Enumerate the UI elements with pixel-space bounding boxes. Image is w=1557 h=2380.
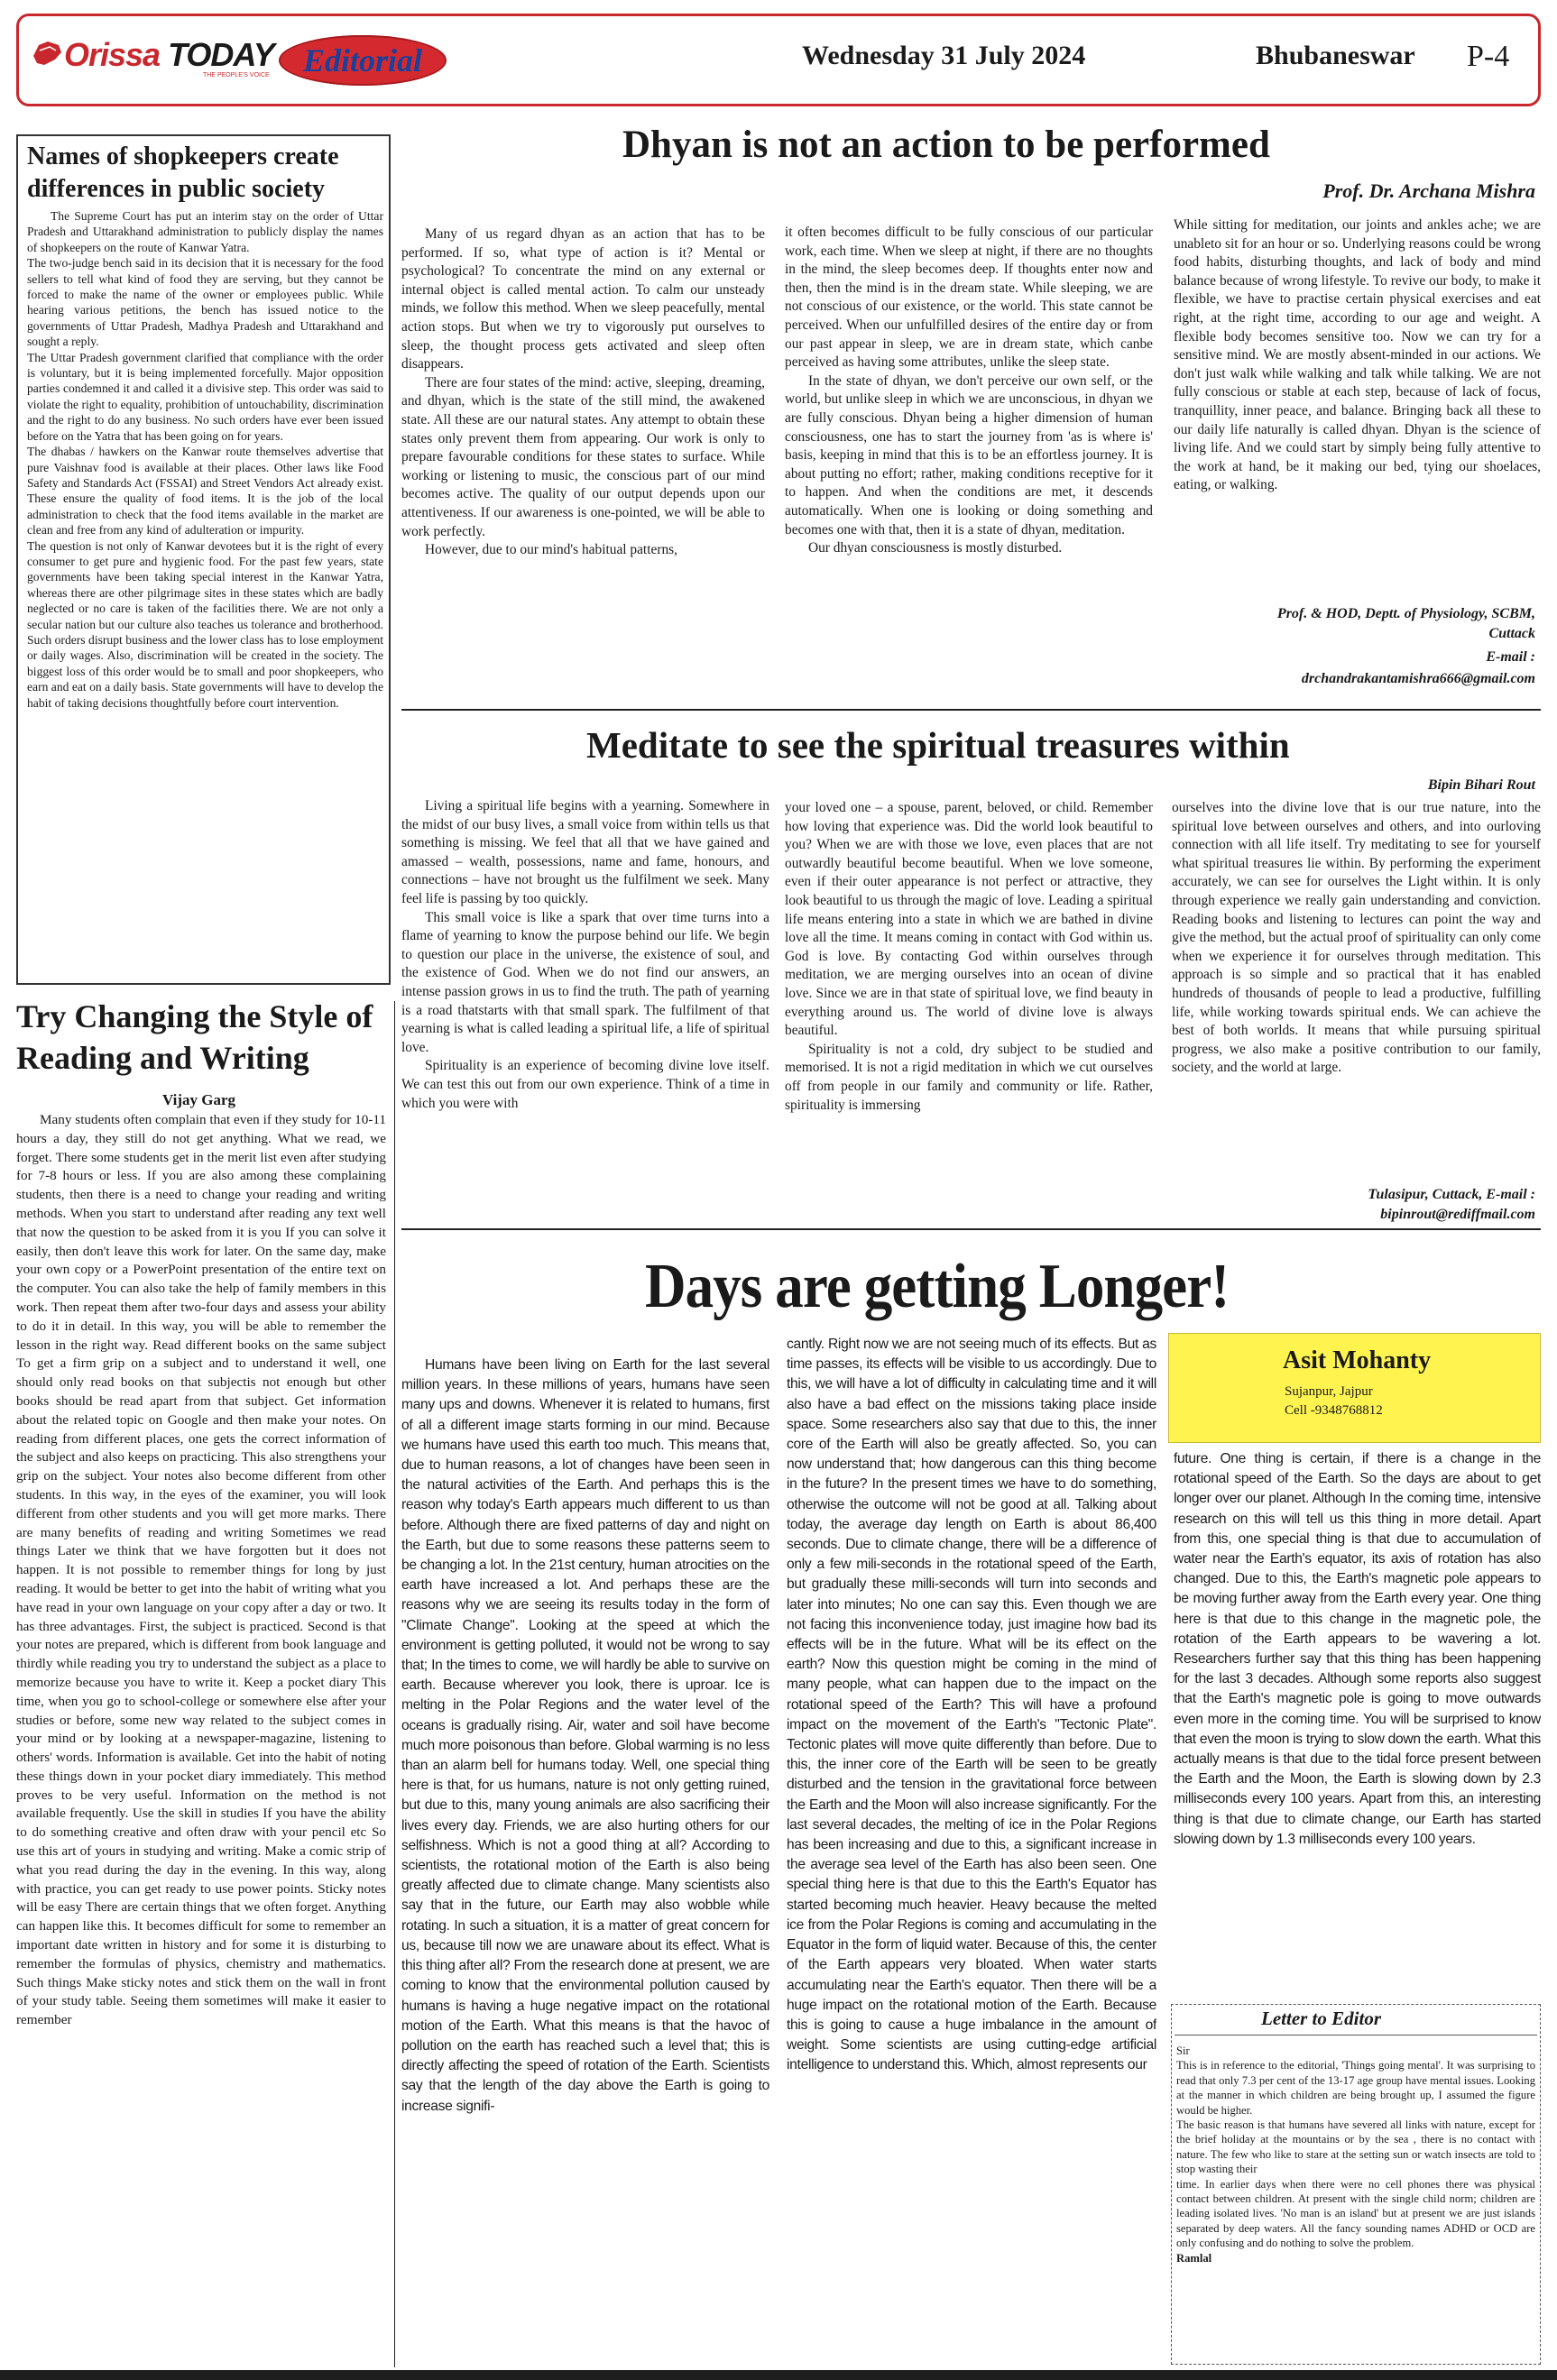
author-box <box>1168 1333 1541 1443</box>
column <box>1172 799 1541 1187</box>
paragraph: your loved one – a spouse, parent, beloved, or child. Remember how loving that experience was. Did the world look beautiful to you? When we are with those we love, even places that are not outwardly beautiful become beautiful. When we love someone, even if their outer appearance is not perfect or attractive, they look beautiful to us through the magic of love. Leading a spiritual life means entering into a state in which we are bathed in divine love all the time. It means coming in contact with God within us. God is love. By contacting God within ourselves through meditation, we are merging ourselves into an ocean of divine love. Since we are in that state of spiritual love, we find beauty in everything around us. The world of divine love is always beautiful. <box>785 800 1153 1039</box>
headline-dhyan: Dhyan is not an action to be performed <box>622 124 1270 166</box>
signoff-line: Prof. & HOD, Deptt. of Physiology, SCBM, <box>1276 606 1535 621</box>
sidebar-body-reading <box>16 1111 386 2365</box>
divider <box>401 1228 1541 1230</box>
column-divider <box>394 1001 395 2367</box>
paragraph: future. One thing is certain, if there is a change in the rotational speed of the Earth. So the days are about to get longer over our planet. Although In the coming time, intensive research on this will tell us this thing in more detail. Apart from this, one special thing is that due to accumulation of water near the Earth's equator, its axis of rotation has also changed. Due to this, the Earth's magnetic pole appears to be moving further away from the Earth every year. One thing here is that due to this change in the magnetic pole, the rotation of the Earth appears to be wavering a lot. Researchers further say that this thing has been happening for the last 3 decades. Although some reports also suggest that the Earth's magnetic pole is going to move outwards even more in the coming time. You will be surprised to know that even the moon is trying to slow down the earth. What this actually means is that due to the tidal force present between the Earth and the Moon, the Earth is slowing down by 2.3 milliseconds every 100 years. Apart from this, an interesting thing is that due to climate change, our Earth has started slowing down by 1.3 milliseconds every 100 years. <box>1174 1451 1541 1847</box>
paragraph: However, due to our mind's habitual patterns, <box>425 542 677 558</box>
masthead <box>16 14 1541 106</box>
signoff-line: Tulasipur, Cuttack, E-mail : <box>1368 1187 1535 1202</box>
odisha-map-icon <box>32 40 62 67</box>
footer-band <box>0 2370 1557 2380</box>
headline-days-longer: Days are getting Longer! <box>645 1252 1230 1321</box>
author-phone: Cell -9348768812 <box>1285 1403 1383 1418</box>
column <box>401 225 765 694</box>
sidebar-body-shopkeepers <box>27 208 383 977</box>
letter-body <box>1176 2044 1535 2359</box>
paragraph: Our dhyan consciousness is mostly disturbed. <box>808 540 1063 556</box>
paragraph: There are four states of the mind: active, sleeping, dreaming, and dhyan, which is the state of the still mind, the awakened state. All these are our natural states. Any attempt to obtain these states only prevent them from appearing. Our work is only to prepare favourable conditions for these states to surface. While working or listening to music, the conscious part of our mind becomes active. The quality of our output depends upon our attentiveness. If our awareness is one-pointed, we will be able to work perfectly. <box>401 374 765 539</box>
email-link[interactable]: bipinrout@rediffmail.com <box>1380 1207 1535 1222</box>
letter-signature: Ramlal <box>1176 2251 1212 2265</box>
paragraph: Humans have been living on Earth for the last several million years. In these millions of years, humans have seen many ups and downs. Whenever it is related to humans, first of all a different image starts forming in our mind. Because we humans have used this earth too much. This means that, due to human reasons, a lot of changes have been seen in the natural activities of the Earth. And perhaps this is the reason why today's Earth appears much different to us than before. Although there are fixed patterns of day and night on the Earth, but due to some reasons these patterns seem to be changing a lot. In the 21st century, human atrocities on the earth have increased a lot. And perhaps these are the reasons why we are seeing its results today in the form of "Climate Change". Looking at the speed at which the environment is getting polluted, it would not be wrong to say that; In the times to come, we will hardly be able to survive on earth. Because wherever you look, there is uproar. Ice is melting in the Polar Regions and the water level of the oceans is gradually rising. Air, water and soil have become much more poisonous than before. Global warming is no less than an alarm bell for humans today. Well, one special thing here is that, for us humans, nature is not only getting ruined, but due to this, many young animals are also sacrificing their lives every day. Friends, we are also hurting others for our selfishness. Which is not a good thing at all? According to scientists, the rotational motion of the Earth is also being greatly affected due to climate change. Many scientists also say that in the future, our Earth may also wobble while rotating. In such a situation, it is a matter of great concern for us, because till now we are unaware about its effect. What is this thing after all? From the research done at present, we are coming to know that the environmental pollution caused by humans is having a huge negative impact on the rotational motion of the Earth. What this means is that the havoc of pollution on the earth has reached such a level that; this is directly affecting the speed of rotation of the Earth. Scientists say that the length of the day above the Earth is going to increase signifi- <box>401 1357 769 2114</box>
sidebar-title-reading: Try Changing the Style of Reading and Writing <box>16 998 373 1076</box>
logo[interactable] <box>32 36 274 78</box>
column <box>1174 216 1541 604</box>
paragraph: Many students often complain that even if they study for 10-11 hours a day, they still do not get anything. What we read, we forget. There some students get in the merit list even after studying for 7-8 hours or less. If you are also among these complaining students, then there is a need to change your reading and writing methods. When you start to understand after reading any text well that now the question to be asked from it is you If you can solve it easily, then don't leave this work for later. On the same day, make your own copy or a PowerPoint presentation of the entire text on the computer. You can also take the help of family members in this work. Then repeat them after two-four days and assess your ability to do it in detail. In this way, you will be able to remember the lesson in the right way. Read different books on the same subject To get a firm grip on a subject and to understand it well, one should only read books on that subjectis not enough but other books should be read apart from that subject. Get information about the related topic on Google and then make your notes. On reading from different places, one gets the correct information of the subject and also keeps on practicing. This also strengthens your grip on the subject. Your notes also become different from other students. In this way, in the eyes of the examiner, you will look different from other students and you will get more marks. There are many benefits of reading and writing Sometimes we read things Later we think that we have forgotten but it does not happen. It is not possible to remember things for long by just reading. It would be better to get into the habit of writing what you have read in your own language on your copy after a day or two. It has three advantages. First, the subject is practiced. Second is that your notes are prepared, which is different from book language and thirdly while reading you try to understand the subject as a place to memorize because you have to write it. Keep a pocket diary This time, when you go to school-college or somewhere else after your studies or before, some new way related to the subject comes in your mind or by looking at a newspaper-magazine, listening to others' words. Information is available. Get into the habit of noting these things down in your pocket diary immediately. This method proves to be very useful. Information on the method is not available frequently. Use the skill in studies If you have the ability to do something creative and often draw with your pencil etc So use this art of yours in studying and writing. Make a comic strip of what you read during the day in the evening. In this way, along with practice, you can get ready to use power points. Sticky notes will be easy There are certain things that we often forget. Anything can happen like this. It becomes difficult for some to remember an important date written in history and for some it is disturbing to remember the formulas of physics, chemistry and mathematics. Such things Make sticky notes and stick them on the wall in front of your study table. Seeing them sometimes will make it easier to remember <box>16 1112 386 2028</box>
byline-meditate: Bipin Bihari Rout <box>1427 777 1535 793</box>
issue-city: Bhubaneswar <box>1256 41 1415 70</box>
letter-title: Letter to Editor <box>1261 2008 1381 2029</box>
author-name: Asit Mohanty <box>1283 1346 1432 1374</box>
paragraph: cantly. Right now we are not seeing much of its effects. But as time passes, its effects will be visible to us accordingly. Due to this, we will have a lot of difficulty in calculating time and it will also have a bad effect on the missions taking place inside space. Some researchers also say that due to this, the inner core of the Earth will also be greatly affected. So, you can now understand that; how dangerous can this thing become in the future? In the present times we have to do something, otherwise the outcome will not be good at all. Talking about today, the average day length on Earth is about 86,400 seconds. Due to climate change, there will be a difference of only a few mili-seconds in the rotational speed of the Earth, but gradually these milli-seconds will turn into seconds and later into minutes; No one can say this. Even though we are not facing this inconvenience today, just imagine how bad its effects will be in the future. What will be its effect on the earth? Now this question might be coming in the mind of many people, what can happen due to the impact on the rotational speed of the Earth? This will have a profound impact on the movement of the Earth's "Tectonic Plate". Tectonic plates will move quite differently than before. Due to this, the inner core of the Earth will be seen to be greatly disturbed and the tension in the gravitational force between the Earth and the Moon will also increase significantly. For the last several decades, the melting of ice in the Polar Regions has been increasing and due to this, a significant increase in the average sea level of the Earth has also been seen. One special thing here is that due to this the Earth's Equator has started becoming much heavier. Heavy because the melted ice from the Polar Regions is coming and accumulating in the Equator in the form of liquid water. Because of this, the center of the Earth appears very bloated. When water starts accumulating near the Earth's equator. Then there will be a huge impact on the rotational motion of the Earth. Because this is going to cause a huge imbalance in the amount of weight. Some scientists are using cutting-edge artificial intelligence to understand this. Which, almost represents our <box>787 1337 1156 2073</box>
divider <box>401 709 1541 711</box>
paragraph: The two-judge bench said in its decision that it is necessary for the food sellers to tell what kind of food they are serving, but they cannot be forced to make the name of the owner or employees public. While hearing various petitions, the bench has issued notice to the governments of Uttar Pradesh, Madhya Pradesh and Uttarakhand and sought a reply. <box>27 256 383 349</box>
column <box>401 1355 769 2367</box>
paragraph: Living a spiritual life begins with a yearning. Somewhere in the midst of our busy lives, a small voice from within tells us that something is missing. We feel that all that we have gained and amassed – wealth, possessions, name and fame, honours, and connections – have not brought us the fulfilment we seek. Many feel life is passing by too quickly. <box>401 798 769 906</box>
paragraph: This small voice is like a spark that over time turns into a flame of yearning to know the purpose behind our life. We begin to question our place in the universe, the existence of soul, and the existence of God. When we do not find our answers, an intense passion grows in us to find the truth. The path of yearning is a road thatstarts with that small spark. The fulfilment of that yearning is what is called leading a spiritual life, a life of spiritual love. <box>401 909 769 1055</box>
signoff-line: E-mail : <box>1486 649 1535 665</box>
column <box>1174 1449 1541 1990</box>
logo-tagline: THE PEOPLE'S VOICE <box>203 72 270 78</box>
signoff-line: Cuttack <box>1488 626 1535 641</box>
sidebar-title-shopkeepers: Names of shopkeepers create differences in public society <box>27 142 339 203</box>
paragraph: While sitting for meditation, our joints and ankles ache; we are unableto sit for an hour or so. Underlying reasons could be wrong food habits, disturbing thoughts, and lack of body and mind balance because of wrong lifestyle. To revive our body, to make it flexible, we have to practise certain physical exercises and eat right, at the right time, according to our age and weight. A flexible body becomes sensitive too. Now we can try for a sensitive mind. We are mostly absent-minded in our actions. We don't just walk while walking and talk while talking. We are not fully conscious or stable at each step, because of lack of focus, tranquillity, inner peace, and balance. Bringing back all these to our daily life naturally is called dhyan. Dhyan is the science of living life. And we could start by simply being fully attentive to the work at hand, be it making our bed, tying our shoelaces, eating, or walking. <box>1174 217 1541 493</box>
section-badge: Editorial <box>279 35 447 86</box>
paragraph: The dhabas / hawkers on the Kanwar route themselves advertise that pure Vaishnav food is available at their places. Other laws like Food Safety and Standards Act (FSSAI) and Street Vendors Act already exist. These ensure the quality of food items. It is the job of the local administration to check that the food items available in the market are clean and free from any kind of adulteration or impurity. <box>27 445 383 538</box>
paragraph: This is in reference to the editorial, 'Things going mental'. It was surprising to read that only 7.3 per cent of the 13-17 age group have mental issues. Looking at the manner in which children are being brought up, I assumed the figure would be higher. <box>1176 2059 1535 2117</box>
author-place: Sujanpur, Jajpur <box>1285 1384 1373 1399</box>
page-number: P-4 <box>1467 40 1510 73</box>
issue-date: Wednesday 31 July 2024 <box>802 41 1086 70</box>
paragraph: it often becomes difficult to be fully conscious of our particular work, each time. When we sleep at night, if there are no thoughts in the mind, the sleep becomes deep. If thoughts enter now and then, then the mind is in the dream state. While sleeping, we are not conscious of our existence, or the world. This state cannot be perceived. When our unfulfilled desires of the entire day or from our past appear in sleep, we are in dream state, which canbe perceived as having some attributes, unlike the sleep state. <box>785 225 1153 371</box>
paragraph: The Uttar Pradesh government clarified that compliance with the order is voluntary, but it is being implemented forcefully. Major opposition parties condemned it and called it a divisive step. This order was said to violate the right to equality, prohibition of untouchability, discrimination and the right to do any business. No such orders have ever been issued before on the Yatra that has been going on for years. <box>27 350 383 443</box>
column <box>785 799 1153 1205</box>
byline-dhyan: Prof. Dr. Archana Mishra <box>1322 179 1535 202</box>
column <box>785 224 1153 694</box>
headline-meditate: Meditate to see the spiritual treasures within <box>586 724 1290 766</box>
logo-text: Orissa TODAY <box>64 36 274 73</box>
paragraph: Spirituality is an experience of becoming divine love itself. We can test this out from our own experience. Think of a time in which you were with <box>401 1058 769 1111</box>
paragraph: The Supreme Court has put an interim stay on the order of Uttar Pradesh and Uttarakhand administration to publicly display the names of shopkeepers on the route of Kanwar Yatra. <box>27 209 383 254</box>
sidebar-author-reading: Vijay Garg <box>162 1091 236 1108</box>
column <box>401 797 769 1203</box>
paragraph: time. In earlier days when there were no cell phones there was physical contact between children. At present with the single child norm; children are leading isolated lives. 'No man is an island' but at present we are just islands separated by deep waters. All the fancy sounding names ADHD or OCD are only confusing and do nothing to solve the problem. <box>1176 2177 1535 2250</box>
paragraph: In the state of dhyan, we don't perceive our own self, or the world, but unlike sleep in which we are unconscious, in dhyan we are fully conscious. Dhyan being a higher dimension of human consciousness, one has to start the journey from 'as is where is' basis, keeping in mind that this is to be an effortless journey. It is about putting no effort; rather, making conditions receptive for it to happen. And when the conditions are met, it descends automatically. When one is looking or doing something and becomes one with that, then it is a state of dhyan, meditation. <box>785 372 1153 538</box>
letter-salutation: Sir <box>1176 2045 1190 2057</box>
paragraph: The question is not only of Kanwar devotees but it is the right of every consumer to get pure and hygienic food. For the past few years, state governments have been taking special interest in the Kanwar Yatra, whereas there are other pilgrimage sites in these states which are badly neglected or no care is taken of the facilities there. We are not only a secular nation but our culture also teaches us tolerance and brotherhood. Such orders disrupt business and the lower class has to lose employment or daily wages. Also, discrimination will be created in the society. The biggest loss of this order would be to small and poor shopkeepers, who earn and eat on a daily basis. State governments will have to develop the habit of taking decisions thoughtfully before court intervention. <box>27 538 383 710</box>
paragraph: The basic reason is that humans have severed all links with nature, except for the brief holiday at the mountains or by the sea , there is no contact with nature. The few who like to stare at the setting sun or watch insects are told to stop wasting their <box>1176 2118 1535 2176</box>
paragraph: ourselves into the divine love that is our true nature, into the spiritual love between ourselves and others, and into ourloving connection with all life itself. Try meditating to see for yourself what spiritual treasures lie within. By performing the experiment accurately, we can see for ourselves the Light within. It is only through experience we really gain understanding and conviction. Reading books and listening to lectures can point the way and give the method, but the actual proof of spirituality can only come when we experience it for ourselves through meditation. This approach is so simple and so practical that it has enabled hundreds of thousands of people to lead a productive, fulfilling life, while working towards spiritual ends. We can achieve the best of both worlds. It means that while pursuing spiritual progress, we also make a positive contribution to our family, society, and the world at large. <box>1172 800 1541 1076</box>
paragraph: Spirituality is not a cold, dry subject to be studied and memorised. It is not a rigid meditation in which we cut ourselves off from people in our family and community or life. Rather, spirituality is immersing <box>785 1041 1153 1113</box>
column <box>787 1335 1156 2367</box>
email-link[interactable]: drchandrakantamishra666@gmail.com <box>1301 671 1535 686</box>
paragraph: Many of us regard dhyan as an action that has to be performed. If so, what type of action is it? Mental or psychological? To concentrate the mind on any external or internal object is called mental action. To calm our unsteady minds, we follow this method. When we sleep peacefully, mental action stops. But when we try to vigorously put ourselves to sleep, the thought process gets activated and sleep often disappears. <box>401 226 765 372</box>
